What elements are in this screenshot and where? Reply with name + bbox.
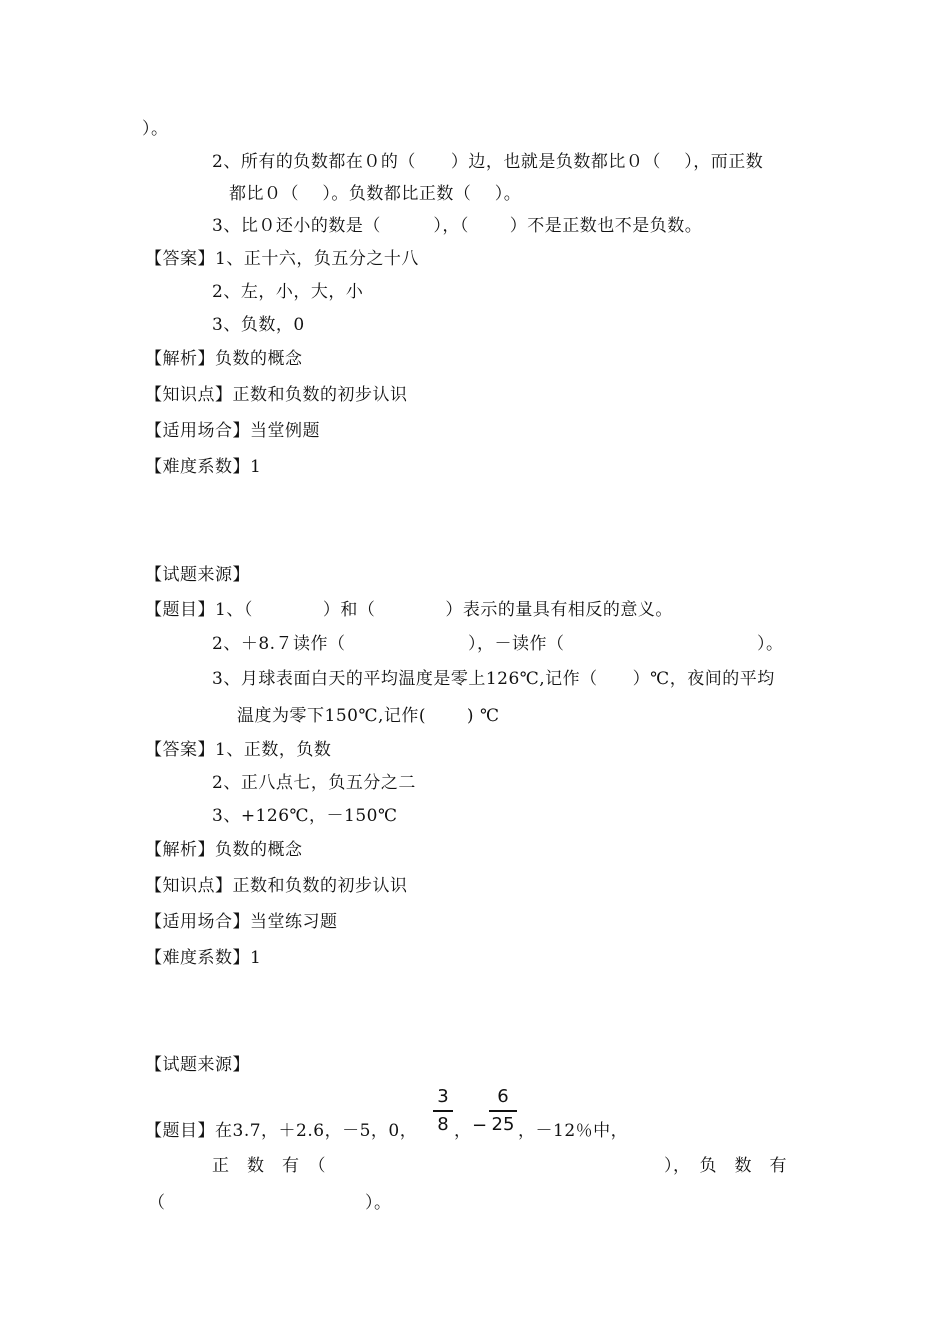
difficulty-line: 【难度系数】1 bbox=[145, 457, 262, 477]
question-3-line-2: 温度为零下150℃,记作( ) ℃ bbox=[237, 706, 500, 726]
answer-line-1: 【答案】1、正数，负数 bbox=[145, 740, 332, 760]
question-2-line: 2、＋8.７读作（ ），－读作（ ）。 bbox=[212, 634, 784, 654]
minus-sign: − bbox=[472, 1115, 488, 1136]
knowledge-point-line: 【知识点】正数和负数的初步认识 bbox=[145, 876, 408, 896]
answer-line-2: 2、左，小，大，小 bbox=[212, 282, 364, 302]
separator-comma: ， bbox=[454, 1121, 472, 1141]
source-line: 【试题来源】 bbox=[145, 1055, 250, 1075]
analysis-line: 【解析】负数的概念 bbox=[145, 840, 303, 860]
fraction-bar bbox=[433, 1110, 453, 1112]
question-2-line-2: 都比０（ ）。负数都比正数（ ）。 bbox=[229, 184, 522, 204]
difficulty-line: 【难度系数】1 bbox=[145, 948, 262, 968]
question-1-line: 【题目】1、（ ）和（ ）表示的量具有相反的意义。 bbox=[145, 600, 673, 620]
fraction-bar bbox=[489, 1110, 517, 1112]
fraction-three-eighths bbox=[433, 1086, 453, 1136]
question-prefix: 【题目】在3.7，＋2.6，－5，0， bbox=[145, 1121, 418, 1141]
answer-line-3: 3、负数，0 bbox=[212, 315, 305, 335]
continuation-line: ）。 bbox=[142, 119, 169, 139]
occasion-line: 【适用场合】当堂例题 bbox=[145, 421, 320, 441]
negative-open-paren: （ bbox=[148, 1193, 166, 1213]
fraction-numerator: 6 bbox=[497, 1086, 509, 1107]
positive-close-negative-label: ）， 负 数 有 bbox=[664, 1156, 787, 1176]
answer-line-3: 3、+126℃，－150℃ bbox=[212, 806, 398, 826]
knowledge-point-line: 【知识点】正数和负数的初步认识 bbox=[145, 385, 408, 405]
fraction-six-twentyfifths bbox=[489, 1086, 517, 1136]
question-3-line-1: 3、月球表面白天的平均温度是零上126℃,记作（ ）℃，夜间的平均 bbox=[212, 669, 775, 689]
source-line: 【试题来源】 bbox=[145, 565, 250, 585]
occasion-line: 【适用场合】当堂练习题 bbox=[145, 912, 338, 932]
question-2-line-1: 2、所有的负数都在０的（ ）边，也就是负数都比０（ ），而正数 bbox=[212, 152, 764, 172]
fraction-denominator: 8 bbox=[437, 1113, 449, 1135]
answer-line-2: 2、正八点七，负五分之二 bbox=[212, 773, 416, 793]
answer-line-1: 【答案】1、正十六，负五分之十八 bbox=[145, 249, 419, 269]
question-3-line: 3、比０还小的数是（ ），（ ）不是正数也不是负数。 bbox=[212, 216, 703, 236]
fraction-numerator: 3 bbox=[437, 1086, 449, 1107]
fraction-denominator: 25 bbox=[491, 1113, 515, 1135]
analysis-line: 【解析】负数的概念 bbox=[145, 349, 303, 369]
question-suffix: ，－12％中， bbox=[518, 1121, 629, 1141]
positive-numbers-label: 正 数 有 （ bbox=[212, 1156, 326, 1176]
negative-close-paren: ）。 bbox=[365, 1193, 392, 1213]
